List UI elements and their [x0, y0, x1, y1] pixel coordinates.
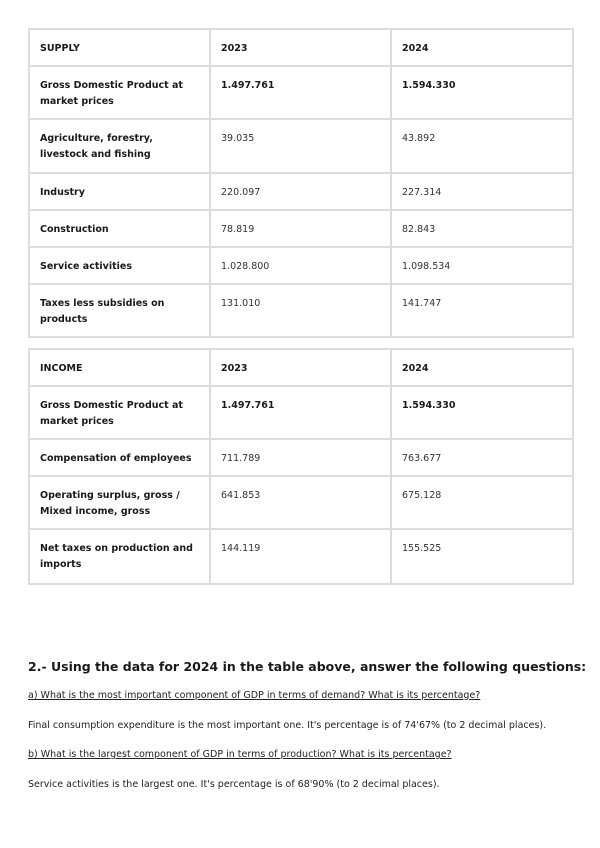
- income-header-row: [29, 349, 573, 386]
- row-value-2024: 43.892: [391, 119, 573, 173]
- table-row: [29, 476, 573, 529]
- row-label: Gross Domestic Product at market prices: [29, 66, 210, 119]
- row-label: Operating surplus, gross / Mixed income, gross: [29, 476, 210, 529]
- row-value-2023: 711.789: [210, 439, 391, 476]
- table-row: [29, 119, 573, 173]
- row-label: Gross Domestic Product at market prices: [29, 386, 210, 439]
- row-value-2024: 1.594.330: [391, 66, 573, 119]
- question-a: a) What is the most important component of GDP in terms of demand? What is its percentage?: [28, 690, 481, 701]
- row-label: Net taxes on production and imports: [29, 529, 210, 584]
- income-table: [28, 348, 574, 585]
- row-value-2023: 78.819: [210, 210, 391, 247]
- table-row: [29, 439, 573, 476]
- row-value-2024: 675.128: [391, 476, 573, 529]
- income-header-2023: 2023: [210, 349, 391, 386]
- row-label: Taxes less subsidies on products: [29, 284, 210, 337]
- row-label: Construction: [29, 210, 210, 247]
- table-row: [29, 386, 573, 439]
- question-b: b) What is the largest component of GDP in terms of production? What is its percentage?: [28, 749, 452, 760]
- row-value-2023: 220.097: [210, 173, 391, 210]
- row-value-2024: 155.525: [391, 529, 573, 584]
- row-value-2023: 641.853: [210, 476, 391, 529]
- row-label: Industry: [29, 173, 210, 210]
- row-label: Compensation of employees: [29, 439, 210, 476]
- table-row: [29, 284, 573, 337]
- row-value-2024: 1.594.330: [391, 386, 573, 439]
- row-value-2023: 1.497.761: [210, 66, 391, 119]
- income-header-2024: 2024: [391, 349, 573, 386]
- row-value-2023: 144.119: [210, 529, 391, 584]
- questions-title: 2.- Using the data for 2024 in the table above, answer the following questions:: [28, 659, 587, 674]
- table-row: [29, 210, 573, 247]
- table-row: [29, 173, 573, 210]
- row-value-2023: 39.035: [210, 119, 391, 173]
- answer-b: Service activities is the largest one. It's percentage is of 68'90% (to 2 decimal places).: [28, 779, 440, 790]
- row-value-2023: 1.497.761: [210, 386, 391, 439]
- supply-header-2023: 2023: [210, 29, 391, 66]
- row-value-2023: 1.028.800: [210, 247, 391, 284]
- row-value-2024: 82.843: [391, 210, 573, 247]
- supply-header-label: SUPPLY: [29, 29, 210, 66]
- table-row: [29, 66, 573, 119]
- row-value-2024: 141.747: [391, 284, 573, 337]
- answer-a: Final consumption expenditure is the most important one. It's percentage is of 74'67% (to 2 decimal places).: [28, 720, 547, 731]
- row-value-2024: 227.314: [391, 173, 573, 210]
- supply-header-row: [29, 29, 573, 66]
- row-label: Service activities: [29, 247, 210, 284]
- row-label: Agriculture, forestry, livestock and fishing: [29, 119, 210, 173]
- supply-table: [28, 28, 574, 338]
- row-value-2024: 1.098.534: [391, 247, 573, 284]
- row-value-2024: 763.677: [391, 439, 573, 476]
- row-value-2023: 131.010: [210, 284, 391, 337]
- table-row: [29, 247, 573, 284]
- table-row: [29, 529, 573, 584]
- supply-header-2024: 2024: [391, 29, 573, 66]
- income-header-label: INCOME: [29, 349, 210, 386]
